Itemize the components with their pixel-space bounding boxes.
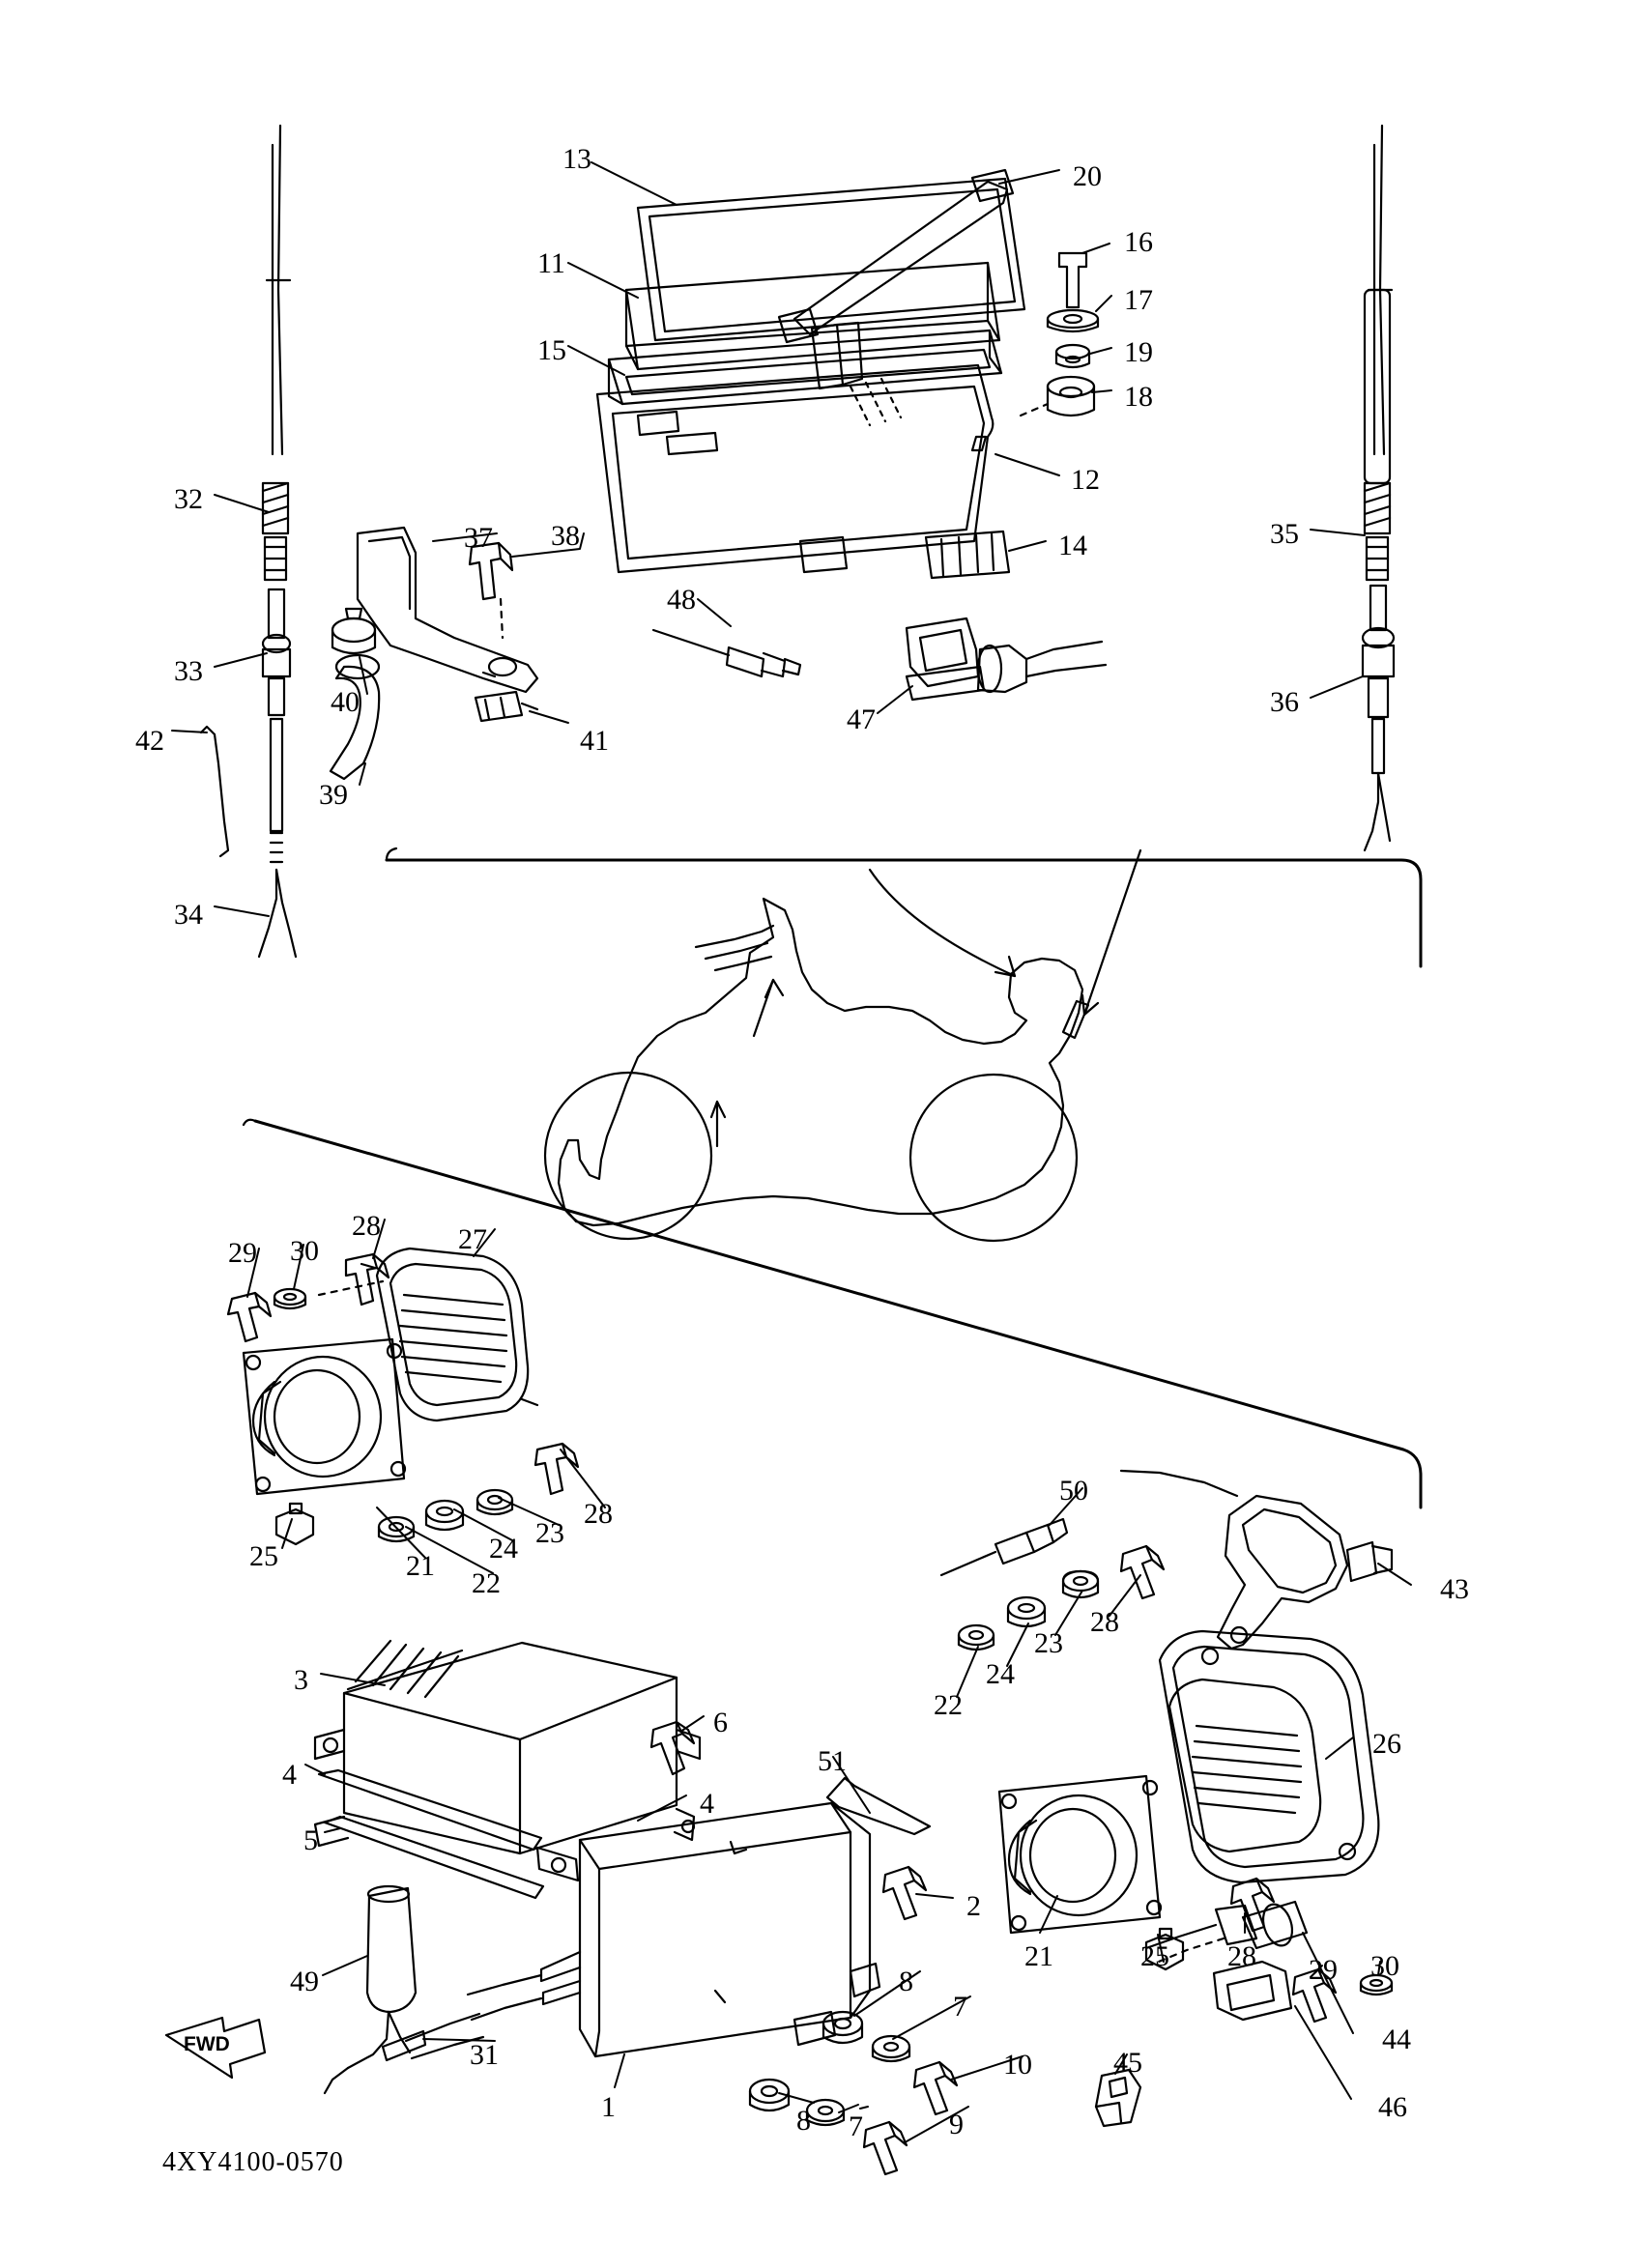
callout-39: 39 xyxy=(319,779,348,811)
callout-28-b: 28 xyxy=(584,1498,613,1530)
callout-30-a: 30 xyxy=(290,1235,319,1267)
callout-13: 13 xyxy=(562,143,591,175)
callout-45: 45 xyxy=(1113,2047,1142,2079)
motorcycle-silhouette xyxy=(545,899,1088,1241)
callout-17: 17 xyxy=(1124,284,1153,316)
callout-8-b: 8 xyxy=(796,2105,811,2137)
part-code-label: 4XY4100-0570 xyxy=(162,2147,344,2177)
callout-41: 41 xyxy=(580,725,609,757)
callout-21-b: 21 xyxy=(1024,1940,1053,1972)
antenna-bracket-group xyxy=(331,528,537,779)
callout-3: 3 xyxy=(294,1664,308,1696)
right-antenna xyxy=(1363,126,1394,850)
antenna-lead-48 xyxy=(653,630,800,676)
callout-40: 40 xyxy=(331,686,360,718)
callout-23-b: 23 xyxy=(1034,1627,1063,1659)
fwd-label: FWD xyxy=(184,2033,230,2055)
callout-4-b: 4 xyxy=(700,1788,714,1820)
left-antenna xyxy=(201,126,296,957)
callout-38: 38 xyxy=(551,520,580,552)
callout-22-a: 22 xyxy=(472,1567,501,1599)
callout-42: 42 xyxy=(135,725,164,757)
callout-24-b: 24 xyxy=(986,1658,1015,1690)
callout-28-d: 28 xyxy=(1227,1940,1256,1972)
callout-18: 18 xyxy=(1124,381,1153,413)
callout-28-a: 28 xyxy=(352,1210,381,1242)
callout-46: 46 xyxy=(1378,2091,1407,2123)
callout-37: 37 xyxy=(464,522,493,554)
callout-30-b: 30 xyxy=(1370,1950,1399,1982)
callout-14: 14 xyxy=(1058,530,1087,561)
callout-47: 47 xyxy=(847,703,876,735)
callout-27: 27 xyxy=(458,1223,487,1255)
callout-33: 33 xyxy=(174,655,203,687)
capacitor-and-wire xyxy=(325,1886,483,2093)
callout-32: 32 xyxy=(174,483,203,515)
callout-15: 15 xyxy=(537,334,566,366)
amplifier-unit xyxy=(315,1641,700,1898)
callout-20: 20 xyxy=(1073,160,1102,192)
callout-43: 43 xyxy=(1440,1573,1469,1605)
callout-51: 51 xyxy=(818,1745,847,1777)
left-speaker-assembly xyxy=(228,1249,578,1544)
callout-9: 9 xyxy=(949,2109,964,2140)
callout-21-a: 21 xyxy=(406,1550,435,1582)
callout-6: 6 xyxy=(713,1707,728,1738)
callout-49: 49 xyxy=(290,1966,319,1997)
callout-7-b: 7 xyxy=(849,2110,863,2142)
callout-29-a: 29 xyxy=(228,1237,257,1269)
callout-28-c: 28 xyxy=(1090,1606,1119,1638)
callout-44: 44 xyxy=(1382,2024,1411,2055)
callout-12: 12 xyxy=(1071,464,1100,496)
callout-26: 26 xyxy=(1372,1728,1401,1760)
callout-48: 48 xyxy=(667,584,696,616)
callout-4-a: 4 xyxy=(282,1759,297,1791)
callout-5: 5 xyxy=(303,1824,318,1856)
callout-31: 31 xyxy=(470,2039,499,2071)
callout-25-b: 25 xyxy=(1140,1940,1169,1972)
callout-10: 10 xyxy=(1003,2049,1032,2081)
callout-34: 34 xyxy=(174,899,203,931)
callout-25-a: 25 xyxy=(249,1540,278,1572)
callout-2: 2 xyxy=(966,1890,981,1922)
radio-main-unit xyxy=(597,170,1098,578)
callout-11: 11 xyxy=(537,247,565,279)
callout-23-a: 23 xyxy=(535,1517,564,1549)
callout-35: 35 xyxy=(1270,518,1299,550)
callout-8-a: 8 xyxy=(899,1966,913,1997)
callout-22-b: 22 xyxy=(934,1689,963,1721)
callout-19: 19 xyxy=(1124,336,1153,368)
connector-44-46 xyxy=(1096,1901,1307,2126)
callout-50: 50 xyxy=(1059,1475,1088,1507)
callout-24-a: 24 xyxy=(489,1533,518,1565)
callout-7-a: 7 xyxy=(953,1991,967,2023)
callout-16: 16 xyxy=(1124,226,1153,258)
callout-1: 1 xyxy=(601,2091,616,2123)
connector-47 xyxy=(907,618,1106,700)
callout-29-b: 29 xyxy=(1309,1954,1338,1986)
callout-36: 36 xyxy=(1270,686,1299,718)
